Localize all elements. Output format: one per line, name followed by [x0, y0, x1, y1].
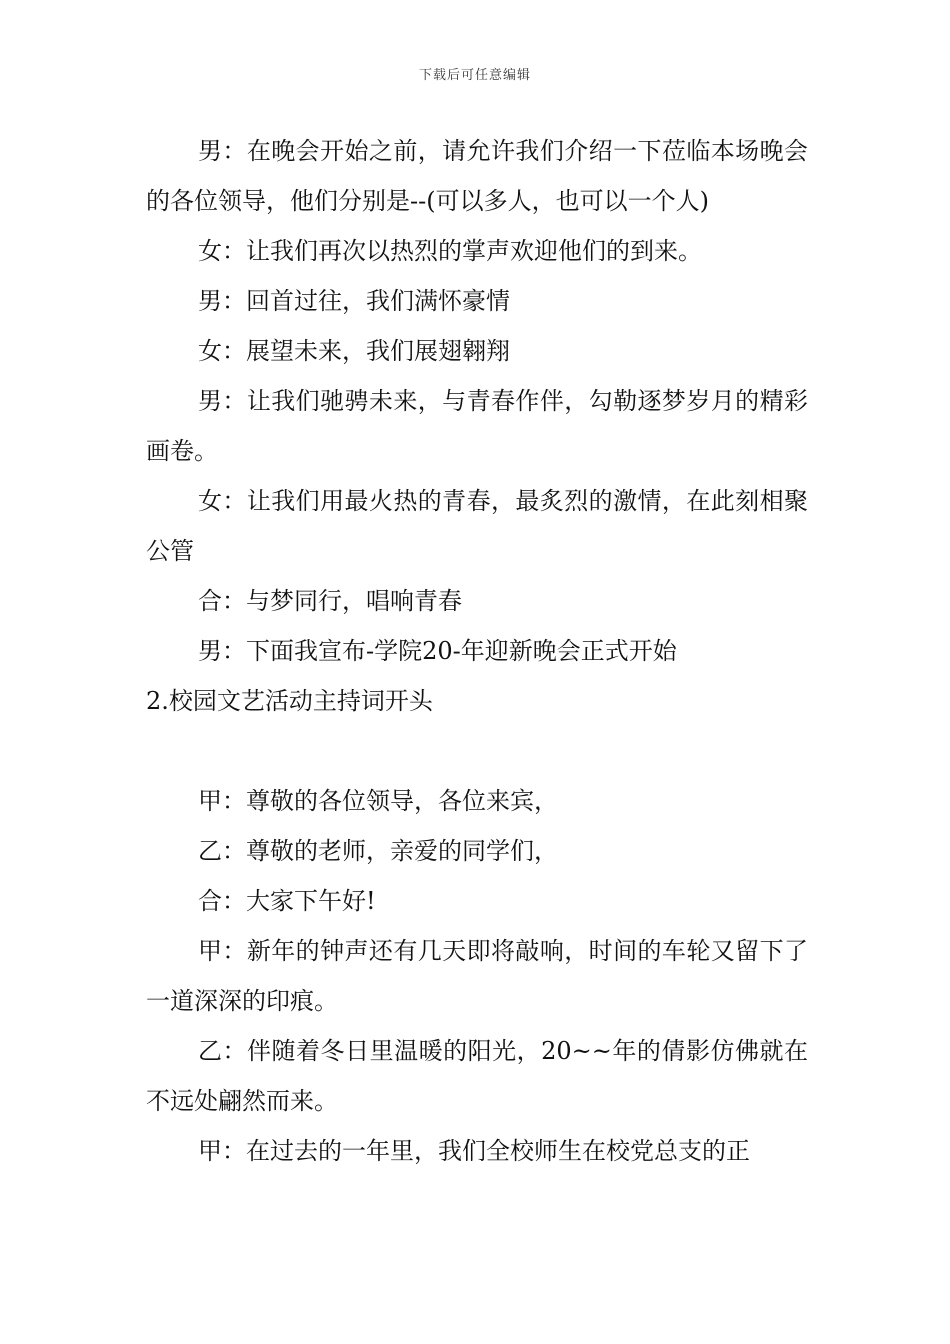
paragraph: 女：让我们用最火热的青春，最炙烈的激情，在此刻相聚公管 — [146, 487, 808, 565]
paragraph: 甲：新年的钟声还有几天即将敲响，时间的车轮又留下了一道深深的印痕。 — [146, 937, 808, 1015]
blank-line — [146, 726, 808, 776]
paragraph: 男：下面我宣布-学院20-年迎新晚会正式开始 — [198, 637, 677, 665]
paragraph: 男：让我们驰骋未来，与青春作伴，勾勒逐梦岁月的精彩画卷。 — [146, 387, 808, 465]
paragraph: 甲：尊敬的各位领导，各位来宾， — [198, 787, 558, 815]
paragraph: 男：在晚会开始之前，请允许我们介绍一下莅临本场晚会的各位领导，他们分别是--(可以多人，也可以一个人) — [146, 137, 808, 215]
paragraph: 合：大家下午好! — [198, 887, 376, 915]
document-body — [146, 126, 808, 1176]
paragraph: 乙：伴随着冬日里温暖的阳光，20~~年的倩影仿佛就在不远处翩然而来。 — [146, 1037, 808, 1115]
paragraph: 乙：尊敬的老师，亲爱的同学们， — [198, 837, 558, 865]
paragraph: 甲：在过去的一年里，我们全校师生在校党总支的正 — [198, 1137, 750, 1165]
paragraph: 合：与梦同行，唱响青春 — [198, 587, 462, 615]
paragraph: 男：回首过往，我们满怀豪情 — [198, 287, 510, 315]
section-heading: 2.校园文艺活动主持词开头 — [146, 687, 433, 715]
page-header: 下载后可任意编辑 — [418, 68, 531, 83]
paragraph: 女：展望未来，我们展翅翱翔 — [198, 337, 510, 365]
paragraph: 女：让我们再次以热烈的掌声欢迎他们的到来。 — [198, 237, 702, 265]
